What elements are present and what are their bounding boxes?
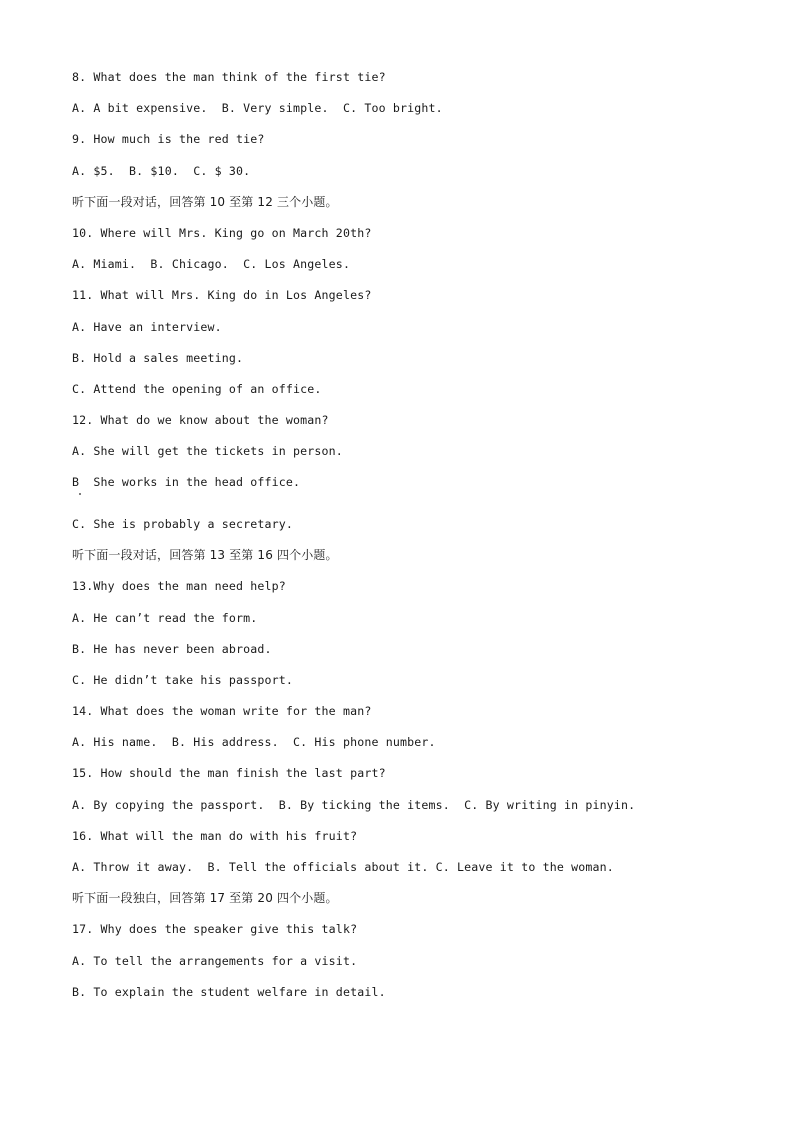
question-9: 9. How much is the red tie?: [72, 132, 265, 147]
question-10: 10. Where will Mrs. King go on March 20th?: [72, 225, 372, 240]
question-13-option-b: B. He has never been abroad.: [72, 641, 272, 656]
question-11: 11. What will Mrs. King do in Los Angeles?: [72, 288, 372, 303]
question-13: 13.Why does the man need help?: [72, 579, 286, 594]
question-12-option-b: B She works in the head office.: [72, 475, 301, 490]
question-12-option-c: C. She is probably a secretary.: [72, 516, 294, 531]
question-13-option-a: A. He can’t read the form.: [72, 610, 258, 625]
exam-page: [72, 68, 752, 1014]
question-17: 17. Why does the speaker give this talk?: [72, 922, 358, 937]
question-16: 16. What will the man do with his fruit?: [72, 828, 358, 843]
question-8: 8. What does the man think of the first tie?: [72, 70, 386, 84]
question-15: 15. How should the man finish the last part?: [72, 766, 386, 781]
question-8-options: A. A bit expensive. B. Very simple. C. Too bright.: [72, 101, 443, 116]
question-11-option-b: B. Hold a sales meeting.: [72, 350, 244, 365]
question-12: 12. What do we know about the woman?: [72, 413, 329, 428]
question-14-options: A. His name. B. His address. C. His phone number.: [72, 735, 436, 750]
question-13-option-c: C. He didn’t take his passport.: [72, 672, 294, 687]
section-instruction-17-20: 听下面一段独白，回答第 17 至第 20 四个小题。: [72, 891, 338, 906]
question-14: 14. What does the woman write for the man?: [72, 704, 372, 719]
question-11-option-a: A. Have an interview.: [72, 319, 222, 334]
question-17-option-b: B. To explain the student welfare in detail.: [72, 984, 386, 999]
question-15-options: A. By copying the passport. B. By ticking the items. C. By writing in pinyin.: [72, 797, 636, 812]
question-16-options: A. Throw it away. B. Tell the officials about it. C. Leave it to the woman.: [72, 860, 614, 874]
question-12-option-a: A. She will get the tickets in person.: [72, 444, 343, 459]
question-11-option-c: C. Attend the opening of an office.: [72, 381, 322, 396]
question-10-options: A. Miami. B. Chicago. C. Los Angeles.: [72, 257, 351, 272]
section-instruction-10-12: 听下面一段对话，回答第 10 至第 12 三个小题。: [72, 194, 338, 209]
question-17-option-a: A. To tell the arrangements for a visit.: [72, 953, 358, 968]
stray-dot-mark: [79, 493, 81, 495]
question-9-options: A. $5. B. $10. C. $ 30.: [72, 163, 251, 178]
section-instruction-13-16: 听下面一段对话，回答第 13 至第 16 四个小题。: [72, 548, 338, 563]
